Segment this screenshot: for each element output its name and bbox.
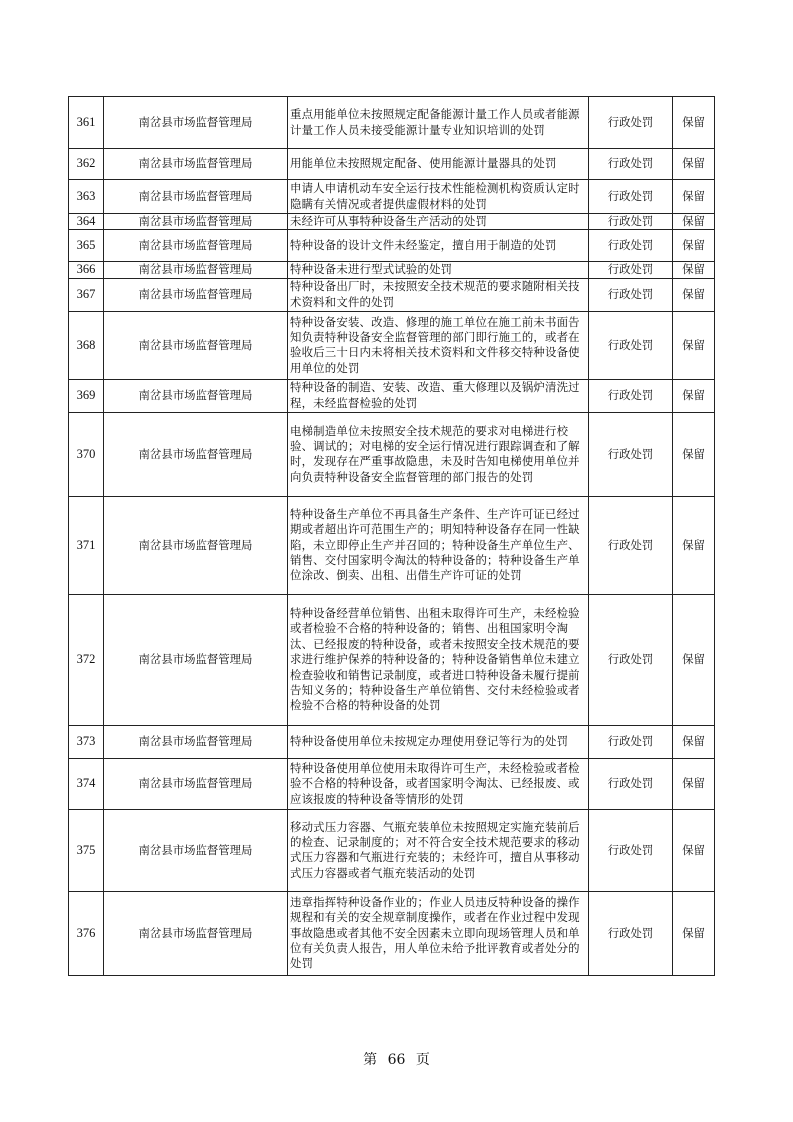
row-power-type: 行政处罚 [589, 311, 673, 379]
row-status: 保留 [673, 809, 715, 891]
power-list-table [68, 96, 715, 976]
row-power-type: 行政处罚 [589, 594, 673, 725]
row-status: 保留 [673, 412, 715, 496]
table-row [69, 758, 715, 809]
row-status: 保留 [673, 758, 715, 809]
row-department: 南岔县市场监督管理局 [104, 379, 288, 412]
row-status: 保留 [673, 379, 715, 412]
table-row [69, 149, 715, 180]
row-power-type: 行政处罚 [589, 149, 673, 180]
row-number: 373 [69, 725, 104, 758]
row-power-type: 行政处罚 [589, 412, 673, 496]
row-item-name: 特种设备未进行型式试验的处罚 [288, 262, 589, 278]
table-row [69, 278, 715, 311]
table-row [69, 379, 715, 412]
row-status: 保留 [673, 230, 715, 262]
row-item-name: 违章指挥特种设备作业的；作业人员违反特种设备的操作规程和有关的安全规章制度操作，或者在作业过程中发现事故隐患或者其他不安全因素未立即向现场管理人员和单位有关负责人报告，用人单位未给予批评教育或者处分的处罚 [288, 891, 589, 975]
row-department: 南岔县市场监督管理局 [104, 149, 288, 180]
row-status: 保留 [673, 496, 715, 594]
row-item-name: 申请人申请机动车安全运行技术性能检测机构资质认定时隐瞒有关情况或者提供虚假材料的处罚 [288, 180, 589, 214]
row-number: 362 [69, 149, 104, 180]
row-item-name: 特种设备使用单位未按规定办理使用登记等行为的处罚 [288, 725, 589, 758]
table-row [69, 97, 715, 149]
table-row [69, 412, 715, 496]
row-department: 南岔县市场监督管理局 [104, 180, 288, 214]
row-number: 366 [69, 262, 104, 278]
row-number: 376 [69, 891, 104, 975]
row-power-type: 行政处罚 [589, 214, 673, 230]
row-item-name: 重点用能单位未按照规定配备能源计量工作人员或者能源计量工作人员未接受能源计量专业知识培训的处罚 [288, 97, 589, 149]
row-item-name: 特种设备的设计文件未经鉴定，擅自用于制造的处罚 [288, 230, 589, 262]
row-number: 368 [69, 311, 104, 379]
page-number: 66 [387, 1052, 406, 1068]
row-department: 南岔县市场监督管理局 [104, 230, 288, 262]
row-item-name: 特种设备安装、改造、修理的施工单位在施工前未书面告知负责特种设备安全监督管理的部门即行施工的，或者在验收后三十日内未将相关技术资料和文件移交特种设备使用单位的处罚 [288, 311, 589, 379]
row-power-type: 行政处罚 [589, 891, 673, 975]
row-item-name: 特种设备的制造、安装、改造、重大修理以及锅炉清洗过程，未经监督检验的处罚 [288, 379, 589, 412]
row-department: 南岔县市场监督管理局 [104, 262, 288, 278]
row-status: 保留 [673, 278, 715, 311]
row-item-name: 特种设备生产单位不再具备生产条件、生产许可证已经过期或者超出许可范围生产的；明知特种设备存在同一性缺陷，未立即停止生产并召回的；特种设备生产单位生产、销售、交付国家明令淘汰的特种设备的；特种设备生产单位涂改、倒卖、出租、出借生产许可证的处罚 [288, 496, 589, 594]
row-status: 保留 [673, 891, 715, 975]
row-department: 南岔县市场监督管理局 [104, 725, 288, 758]
row-department: 南岔县市场监督管理局 [104, 278, 288, 311]
row-status: 保留 [673, 594, 715, 725]
table-row [69, 725, 715, 758]
row-power-type: 行政处罚 [589, 725, 673, 758]
row-item-name: 特种设备经营单位销售、出租未取得许可生产，未经检验或者检验不合格的特种设备的；销售、出租国家明令淘汰、已经报废的特种设备，或者未按照安全技术规范的要求进行维护保养的特种设备的；特种设备销售单位未建立检查验收和销售记录制度，或者进口特种设备未履行提前告知义务的；特种设备生产单位销售、交付未经检验或者检验不合格的特种设备的处罚 [288, 594, 589, 725]
row-number: 365 [69, 230, 104, 262]
row-item-name: 移动式压力容器、气瓶充装单位未按照规定实施充装前后的检查、记录制度的；对不符合安全技术规范要求的移动式压力容器和气瓶进行充装的；未经许可，擅自从事移动式压力容器或者气瓶充装活动的处罚 [288, 809, 589, 891]
table-row [69, 180, 715, 214]
page-footer [0, 1049, 793, 1069]
table-row [69, 496, 715, 594]
row-item-name: 特种设备使用单位使用未取得许可生产，未经检验或者检验不合格的特种设备，或者国家明令淘汰、已经报废、或应该报废的特种设备等情形的处罚 [288, 758, 589, 809]
table-row [69, 262, 715, 278]
row-number: 369 [69, 379, 104, 412]
row-power-type: 行政处罚 [589, 97, 673, 149]
row-status: 保留 [673, 149, 715, 180]
row-power-type: 行政处罚 [589, 496, 673, 594]
table-row [69, 214, 715, 230]
row-item-name: 特种设备出厂时，未按照安全技术规范的要求随附相关技术资料和文件的处罚 [288, 278, 589, 311]
row-status: 保留 [673, 180, 715, 214]
table-row [69, 311, 715, 379]
row-department: 南岔县市场监督管理局 [104, 809, 288, 891]
row-power-type: 行政处罚 [589, 379, 673, 412]
row-power-type: 行政处罚 [589, 262, 673, 278]
row-number: 364 [69, 214, 104, 230]
row-number: 370 [69, 412, 104, 496]
row-power-type: 行政处罚 [589, 180, 673, 214]
row-number: 361 [69, 97, 104, 149]
row-department: 南岔县市场监督管理局 [104, 412, 288, 496]
row-department: 南岔县市场监督管理局 [104, 496, 288, 594]
row-status: 保留 [673, 262, 715, 278]
row-number: 363 [69, 180, 104, 214]
row-department: 南岔县市场监督管理局 [104, 97, 288, 149]
table-row [69, 891, 715, 975]
table-row [69, 230, 715, 262]
row-department: 南岔县市场监督管理局 [104, 594, 288, 725]
row-power-type: 行政处罚 [589, 758, 673, 809]
row-power-type: 行政处罚 [589, 230, 673, 262]
row-status: 保留 [673, 214, 715, 230]
row-number: 367 [69, 278, 104, 311]
row-item-name: 用能单位未按照规定配备、使用能源计量器具的处罚 [288, 149, 589, 180]
page-number-suffix: 页 [415, 1052, 430, 1068]
table-row [69, 809, 715, 891]
row-power-type: 行政处罚 [589, 278, 673, 311]
row-status: 保留 [673, 311, 715, 379]
row-department: 南岔县市场监督管理局 [104, 758, 288, 809]
table-body [69, 97, 715, 976]
row-department: 南岔县市场监督管理局 [104, 214, 288, 230]
row-item-name: 电梯制造单位未按照安全技术规范的要求对电梯进行校验、调试的；对电梯的安全运行情况进行跟踪调查和了解时，发现存在严重事故隐患，未及时告知电梯使用单位并向负责特种设备安全监督管理的部门报告的处罚 [288, 412, 589, 496]
row-department: 南岔县市场监督管理局 [104, 891, 288, 975]
row-number: 375 [69, 809, 104, 891]
row-department: 南岔县市场监督管理局 [104, 311, 288, 379]
row-number: 372 [69, 594, 104, 725]
row-status: 保留 [673, 97, 715, 149]
page-number-prefix: 第 [363, 1052, 378, 1068]
row-power-type: 行政处罚 [589, 809, 673, 891]
row-item-name: 未经许可从事特种设备生产活动的处罚 [288, 214, 589, 230]
row-number: 374 [69, 758, 104, 809]
table-row [69, 594, 715, 725]
row-status: 保留 [673, 725, 715, 758]
row-number: 371 [69, 496, 104, 594]
